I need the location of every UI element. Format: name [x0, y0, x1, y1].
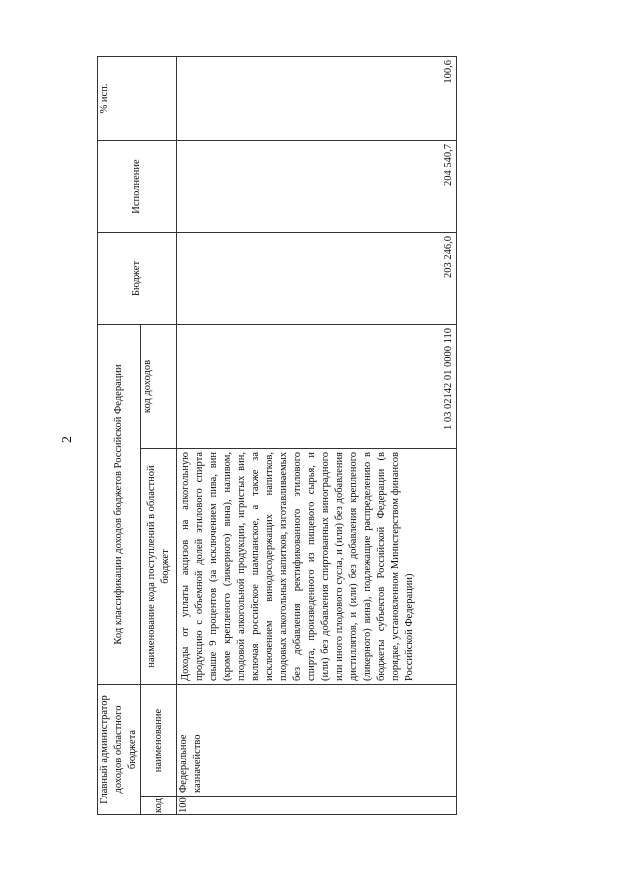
execution-cell: 204 540,7	[177, 140, 457, 232]
budget-cell: 203 246,0	[177, 232, 457, 324]
header-execution: Исполнение	[98, 140, 177, 232]
percent-cell: 100,6	[177, 56, 457, 140]
header-percent: % исп.	[98, 56, 177, 140]
income-table	[97, 56, 457, 815]
header-code: код	[141, 797, 177, 815]
admin-code-cell: 100	[177, 797, 457, 815]
income-description-cell: Доходы от уплаты акцизов на алкогольную продукцию с объемной долей этилового спирта свыше 9 процентов (за исключением пива, вин (кроме крепленого (ликерного) вина), наливом, плодовой алкогольной продукции, игристых вин, включая российское шампанское, а также за исключением винодосодержащих напитков, плодовых алкогольных напитков, изготавливаемых без добавления ректификованного этилового спирта, произведенного из пищевого сырья, и (или) без добавления спиртованных виноградного или иного плодового сусла, и (или) без добавления дистиллятов, и (или) без добавления крепленого (ликерного) вина), подлежащие распределению в бюджеты субъектов Российской Федерации (в порядке, установленном Министерством финансов Российской Федерации)	[177, 449, 457, 685]
header-classification-group: Код классификации доходов бюджетов Российской Федерации	[98, 324, 141, 684]
header-budget: Бюджет	[98, 232, 177, 324]
header-name: наименование	[141, 685, 177, 797]
income-code-cell: 1 03 02142 01 0000 110	[177, 324, 457, 448]
table-row	[177, 56, 457, 814]
header-income-name: наименование кода поступлений в областной бюджет	[141, 449, 177, 685]
header-admin-group: Главный администратор доходов областного бюджета	[98, 685, 141, 815]
header-income-code: код доходов	[141, 324, 177, 448]
admin-name-cell: Федеральное казначейство	[177, 685, 457, 797]
rotated-table-container	[97, 57, 457, 815]
page-number: 2	[60, 436, 75, 443]
